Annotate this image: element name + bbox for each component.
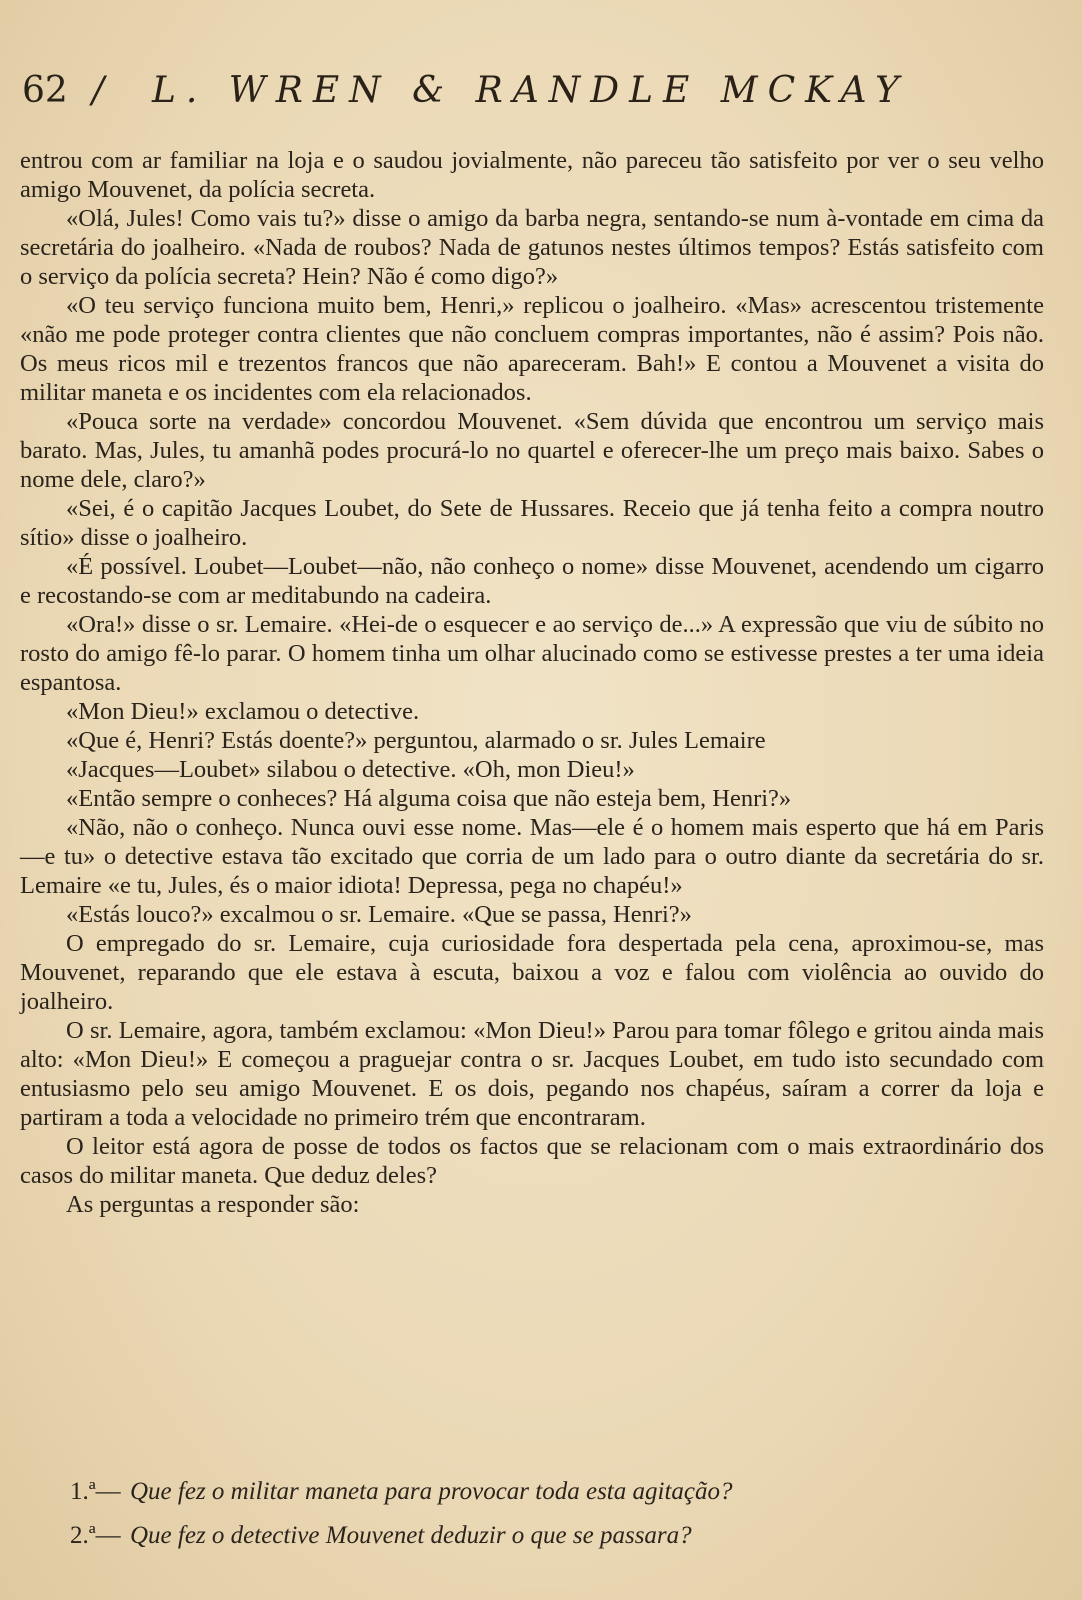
paragraph: «Pouca sorte na verdade» concordou Mouvenet. «Sem dúvida que encontrou um serviço mais barato. Mas, Jules, tu amanhã podes procurá-lo no quartel e oferecer-lhe um preço mais baixo. Sabes o nome dele, claro?» (20, 408, 1044, 493)
page-header (22, 70, 1062, 120)
paragraph: «É possível. Loubet—Loubet—não, não conheço o nome» disse Mouvenet, acendendo um cigarro e recostando-se com ar meditabundo na cadeira. (20, 553, 1044, 609)
paragraph: «Jacques—Loubet» silabou o detective. «Oh, mon Dieu!» (66, 756, 635, 783)
question-text: Que fez o detective Mouvenet deduzir o que se passara? (130, 1522, 692, 1549)
paragraph: «Mon Dieu!» exclamou o detective. (66, 698, 420, 725)
question-text: Que fez o militar maneta para provocar toda esta agitação? (130, 1478, 733, 1505)
body-text (20, 146, 1044, 1219)
page-number: 62 (22, 70, 68, 111)
paragraph: O leitor está agora de posse de todos os factos que se relacionam com o mais extraordinário dos casos do militar maneta. Que deduz deles? (20, 1133, 1044, 1189)
question-list (70, 1470, 1050, 1558)
paragraph: «Estás louco?» excalmou o sr. Lemaire. «Que se passa, Henri?» (66, 901, 692, 928)
paragraph: «Olá, Jules! Como vais tu?» disse o amigo da barba negra, sentando-se num à-vontade em cima da secretária do joalheiro. «Nada de roubos? Nada de gatunos nestes últimos tempos? Estás satisfeito com o serviço da polícia secreta? Hein? Não é como digo?» (20, 205, 1044, 290)
paragraph: O sr. Lemaire, agora, também exclamou: «Mon Dieu!» Parou para tomar fôlego e gritou ainda mais alto: «Mon Dieu!» E começou a praguejar contra o sr. Jacques Loubet, em tudo isto secundado com entusiasmo pelo seu amigo Mouvenet. E os dois, pegando nos chapéus, saíram a correr da loja e partiram a toda a velocidade no primeiro trém que encontraram. (20, 1017, 1044, 1131)
paragraph: As perguntas a responder são: (66, 1191, 360, 1218)
paragraph: O empregado do sr. Lemaire, cuja curiosidade fora despertada pela cena, aproximou-se, mas Mouvenet, reparando que ele estava à escuta, baixou a voz e falou com violência ao ouvido do joalheiro. (20, 930, 1044, 1015)
paragraph: «Que é, Henri? Estás doente?» perguntou, alarmado o sr. Jules Lemaire (66, 727, 766, 754)
paragraph: «Não, não o conheço. Nunca ouvi esse nome. Mas—ele é o homem mais esperto que há em Paris—e tu» o detective estava tão excitado que corria de um lado para o outro diante da secretária do sr. Lemaire «e tu, Jules, és o maior idiota! Depressa, pega no chapéu!» (20, 814, 1044, 899)
question-number: 2.ª— (70, 1522, 121, 1549)
running-head: L. WREN & RANDLE MCKAY (152, 70, 909, 111)
paragraph: «Então sempre o conheces? Há alguma coisa que não esteja bem, Henri?» (66, 785, 792, 812)
paragraph: «O teu serviço funciona muito bem, Henri,» replicou o joalheiro. «Mas» acrescentou tristemente «não me pode proteger contra clientes que não concluem compras importantes, não é assim? Pois não. Os meus ricos mil e trezentos francos que não apareceram. Bah!» E contou a Mouvenet a visita do militar maneta e os incidentes com ela relacionados. (20, 292, 1044, 406)
paragraph: entrou com ar familiar na loja e o saudou jovialmente, não pareceu tão satisfeito por ver o seu velho amigo Mouvenet, da polícia secreta. (20, 147, 1044, 203)
paragraph: «Ora!» disse o sr. Lemaire. «Hei-de o esquecer e ao serviço de...» A expressão que viu de súbito no rosto do amigo fê-lo parar. O homem tinha um olhar alucinado como se estivesse prestes a ter uma ideia espantosa. (20, 611, 1044, 696)
question-item (70, 1470, 1050, 1514)
question-item (70, 1514, 1050, 1558)
question-number: 1.ª— (70, 1478, 121, 1505)
paragraph: «Sei, é o capitão Jacques Loubet, do Sete de Hussares. Receio que já tenha feito a compra noutro sítio» disse o joalheiro. (20, 495, 1044, 551)
header-separator: / (92, 70, 105, 111)
